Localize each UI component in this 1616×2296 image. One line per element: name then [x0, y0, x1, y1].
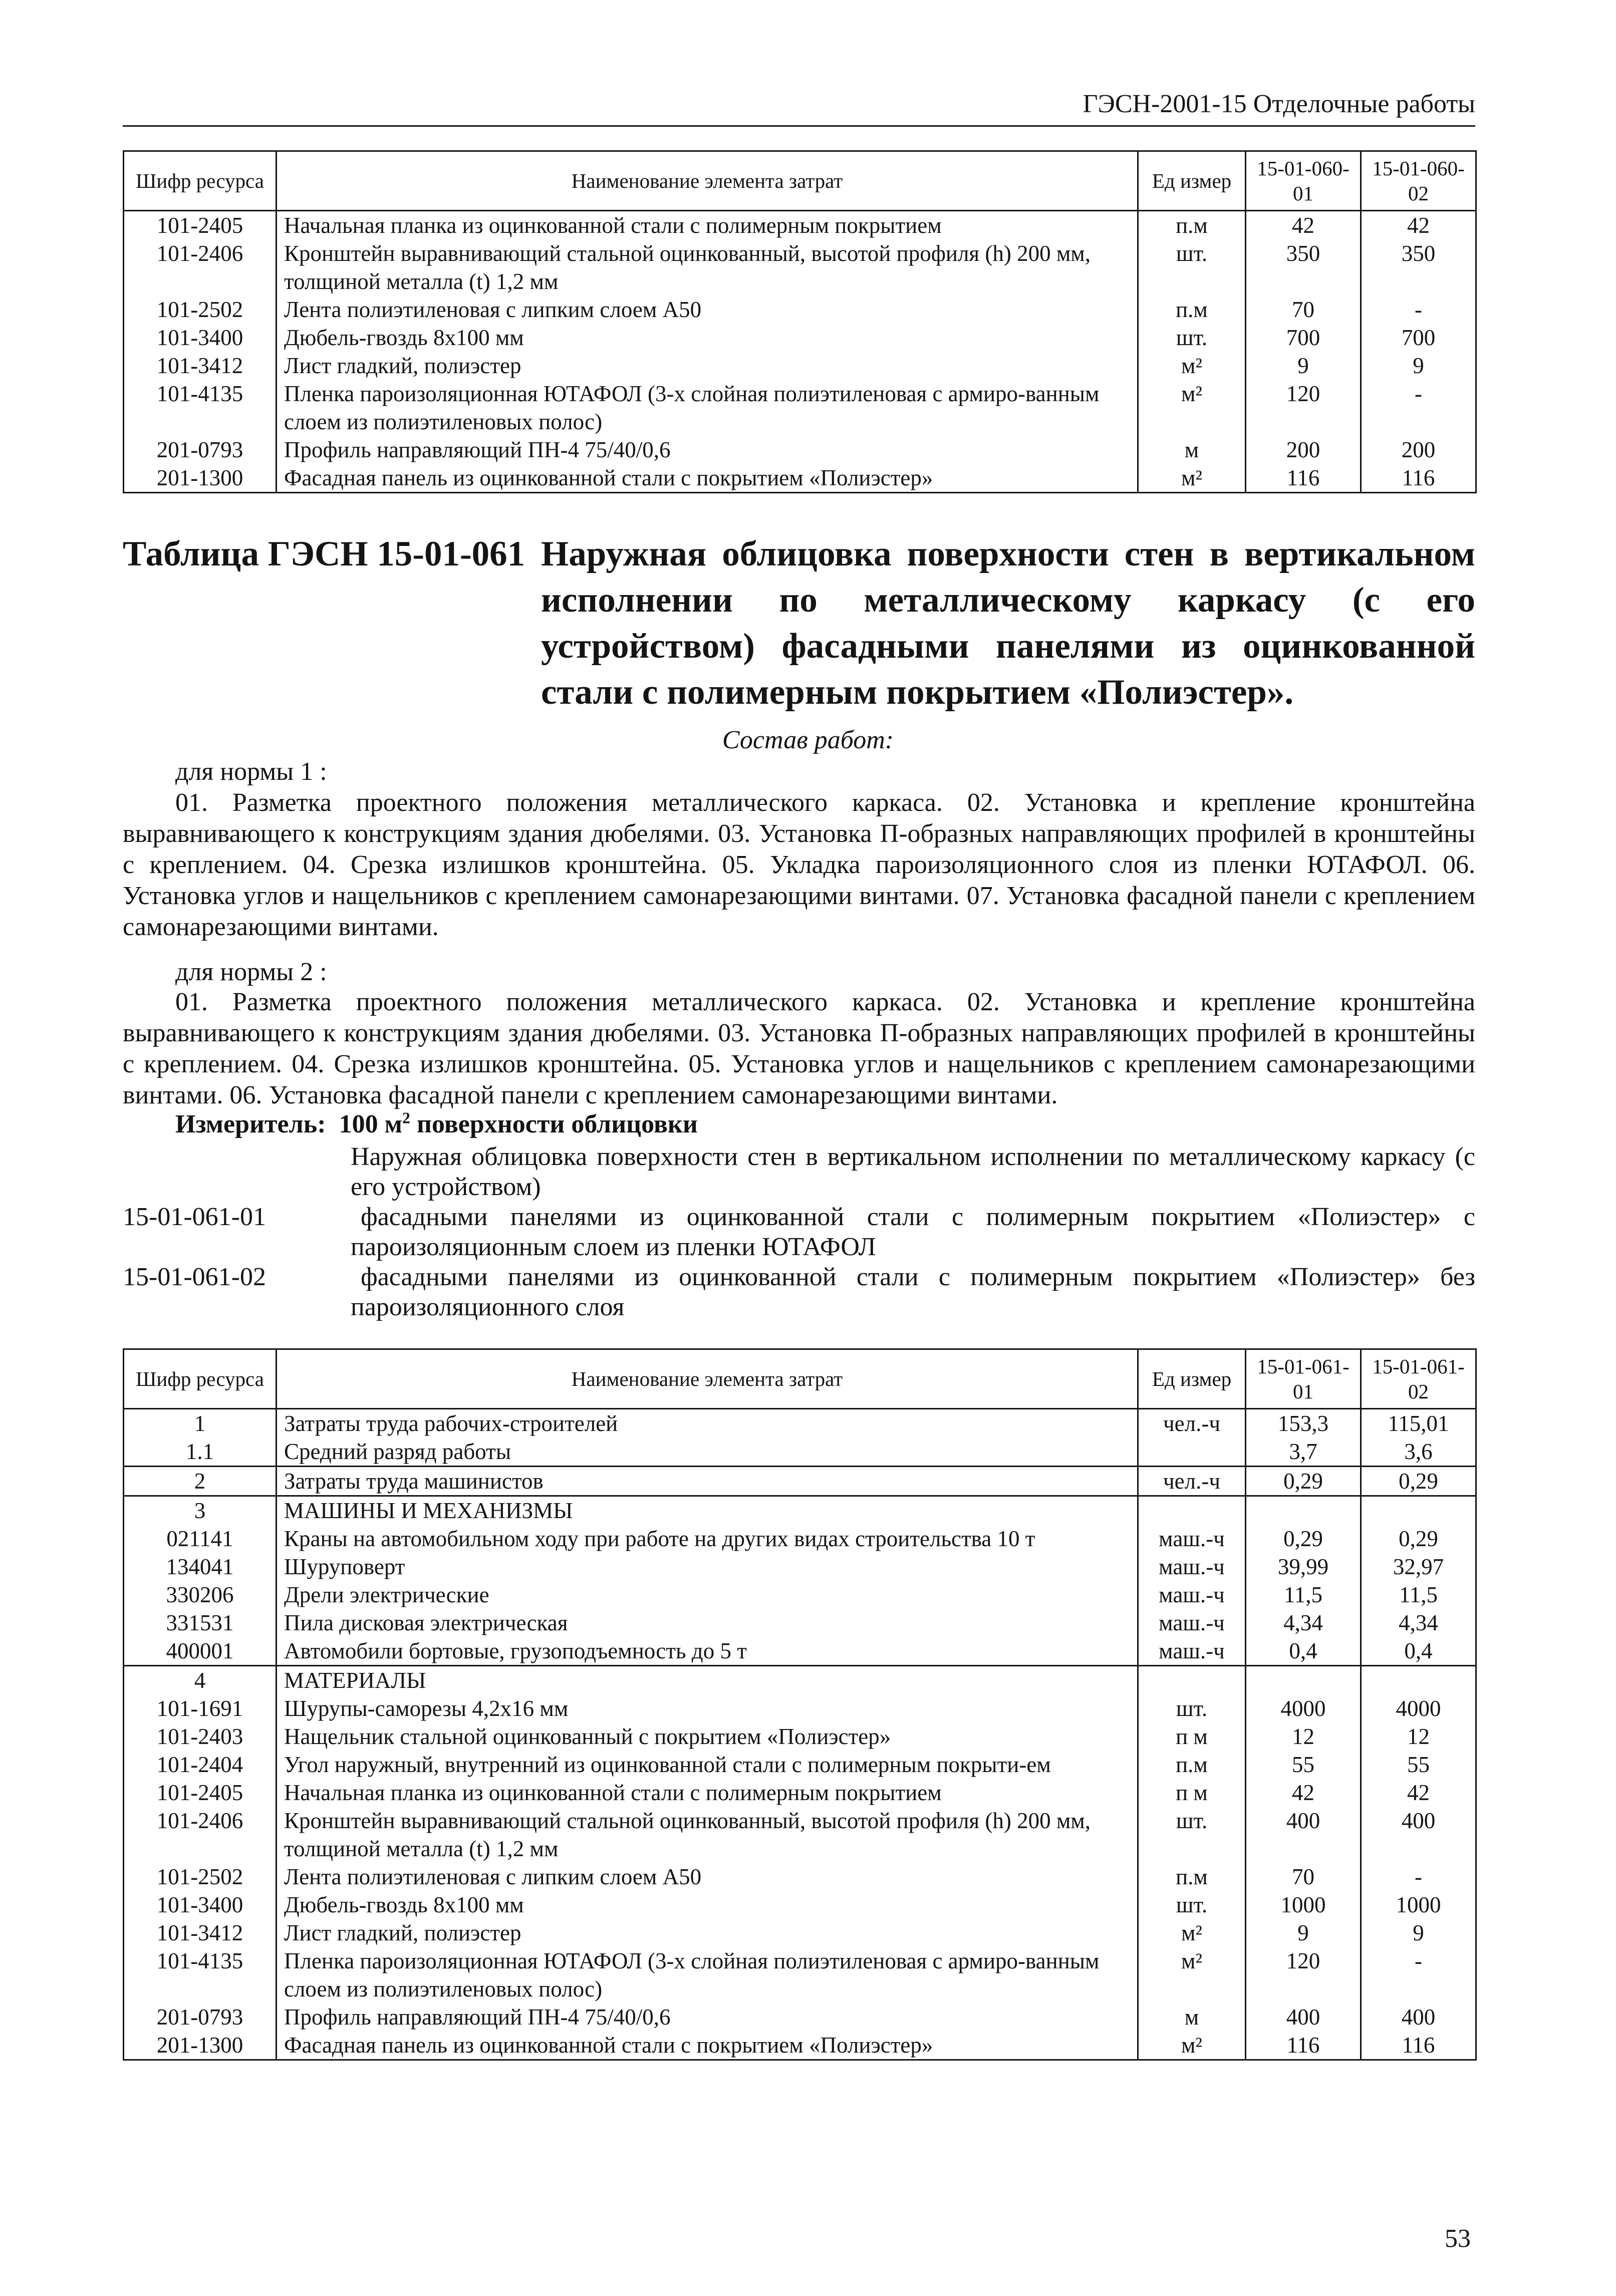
header-norm-2: 15-01-061-02 — [1361, 1349, 1476, 1409]
header-norm-1: 15-01-061-01 — [1246, 1349, 1361, 1409]
norm-1-value: 120 — [1246, 380, 1361, 436]
table-row — [124, 1807, 1476, 1863]
resource-name: Угол наружный, внутренний из оцинкованной стали с полимерным покрыти-ем — [277, 1751, 1138, 1779]
resource-unit: п.м — [1138, 296, 1246, 324]
norm-2-value — [1361, 1666, 1476, 1695]
norm-1-value: 42 — [1246, 211, 1361, 240]
resource-unit: п м — [1138, 1779, 1246, 1807]
table-row — [124, 380, 1476, 436]
resource-table-061 — [123, 1348, 1477, 2061]
running-header: ГЭСН-2001-15 Отделочные работы — [1083, 90, 1475, 118]
norm-1-value: 700 — [1246, 324, 1361, 352]
resource-name: Фасадная панель из оцинкованной стали с покрытием «Полиэстер» — [277, 2031, 1138, 2060]
resource-code: 4 — [124, 1666, 277, 1695]
norm-1-value: 11,5 — [1246, 1581, 1361, 1609]
norm-2-value: 700 — [1361, 324, 1476, 352]
norm-1-value: 42 — [1246, 1779, 1361, 1807]
resource-code: 330206 — [124, 1581, 277, 1609]
resource-code: 101-2403 — [124, 1723, 277, 1751]
norm-1-value: 70 — [1246, 1863, 1361, 1891]
resource-code: 101-2405 — [124, 211, 277, 240]
table-row — [124, 1438, 1476, 1467]
norm-2-value: 3,6 — [1361, 1438, 1476, 1467]
norm-2-value: 115,01 — [1361, 1409, 1476, 1438]
table-row — [124, 1891, 1476, 1919]
table-header-row — [124, 151, 1476, 211]
resource-code: 101-2404 — [124, 1751, 277, 1779]
resource-unit — [1138, 1438, 1246, 1467]
table-row — [124, 324, 1476, 352]
norm-2-value: 42 — [1361, 211, 1476, 240]
resource-name: Кронштейн выравнивающий стальной оцинкованный, высотой профиля (h) 200 мм, толщиной металла (t) 1,2 мм — [277, 1807, 1138, 1863]
norm-2-value: 116 — [1361, 2031, 1476, 2060]
resource-code: 3 — [124, 1496, 277, 1525]
norm-1-text: 01. Разметка проектного положения металлического каркаса. 02. Установка и крепление кронштейна выравнивающего к конструкциям здания дюбелями. 03. Установка П-образных направляющих профилей в кронштейны с креплением. 04. Срезка излишков кронштейна. 05. Укладка пароизоляционного слоя из пленки ЮТАФОЛ. 06. Установка углов и нащельников с креплением самонарезающими винтами. 07. Установка фасадной панели с креплением самонарезающими винтами. — [123, 788, 1475, 941]
norm-2-value: 9 — [1361, 352, 1476, 380]
table-row — [124, 1467, 1476, 1496]
table-row — [124, 1609, 1476, 1637]
norm-1-value: 12 — [1246, 1723, 1361, 1751]
meter-sup: 2 — [402, 1108, 411, 1127]
resource-code: 021141 — [124, 1525, 277, 1553]
resource-name: Дрели электрические — [277, 1581, 1138, 1609]
resource-code: 201-0793 — [124, 2003, 277, 2031]
resource-name: Лента полиэтиленовая с липким слоем А50 — [277, 1863, 1138, 1891]
resource-unit: м² — [1138, 1947, 1246, 2003]
resource-code: 101-3400 — [124, 1891, 277, 1919]
table-row — [124, 1496, 1476, 1525]
header-unit: Ед измер — [1138, 1349, 1246, 1409]
header-name: Наименование элемента затрат — [277, 151, 1138, 211]
resource-code: 101-3412 — [124, 352, 277, 380]
norm-2-value: 400 — [1361, 1807, 1476, 1863]
norm-1-value: 400 — [1246, 2003, 1361, 2031]
norm-1-label: для нормы 1 : — [175, 757, 327, 786]
resource-unit: шт. — [1138, 239, 1246, 296]
resource-code: 2 — [124, 1467, 277, 1496]
resource-name: Дюбель-гвоздь 8х100 мм — [277, 1891, 1138, 1919]
resource-name: Затраты труда машинистов — [277, 1467, 1138, 1496]
norm-2-value: - — [1361, 1947, 1476, 2003]
resource-name: Начальная планка из оцинкованной стали с полимерным покрытием — [277, 1779, 1138, 1807]
resource-unit: м — [1138, 2003, 1246, 2031]
norm-1-value: 350 — [1246, 239, 1361, 296]
composition-heading: Состав работ: — [722, 726, 894, 754]
resource-name: Пленка пароизоляционная ЮТАФОЛ (3-х слойная полиэтиленовая с армиро-ванным слоем из полиэтиленовых полос) — [277, 1947, 1138, 2003]
norm-1-value: 400 — [1246, 1807, 1361, 1863]
norm-code-2: 15-01-061-02 — [123, 1263, 266, 1291]
norm-1-value: 9 — [1246, 1919, 1361, 1947]
resource-code: 1.1 — [124, 1438, 277, 1467]
resource-unit — [1138, 1496, 1246, 1525]
norm-2-value: 4,34 — [1361, 1609, 1476, 1637]
resource-unit: п.м — [1138, 211, 1246, 240]
resource-name: Затраты труда рабочих-строителей — [277, 1409, 1138, 1438]
norm-2-value: - — [1361, 1863, 1476, 1891]
table-row — [124, 1694, 1476, 1723]
norm-2-text: 01. Разметка проектного положения металлического каркаса. 02. Установка и крепление кронштейна выравнивающего к конструкциям здания дюбелями. 03. Установка П-образных направляющих профилей в кронштейны с креплением. 04. Срезка излишков кронштейна. 05. Установка углов и нащельников с креплением самонарезающими винтами. 06. Установка фасадной панели с креплением самонарезающими винтами. — [123, 988, 1475, 1109]
table-title-text: Наружная облицовка поверхности стен в вертикальном исполнении по металлическому каркасу (с его устройством) фасадными панелями из оцинкованной стали с полимерным покрытием «Полиэстер». — [541, 534, 1475, 712]
table-row — [124, 1779, 1476, 1807]
resource-name: МАШИНЫ И МЕХАНИЗМЫ — [277, 1496, 1138, 1525]
norm-2-value: - — [1361, 380, 1476, 436]
norm-2-value: - — [1361, 296, 1476, 324]
resource-name: Фасадная панель из оцинкованной стали с покрытием «Полиэстер» — [277, 464, 1138, 493]
norm-1-value: 4,34 — [1246, 1609, 1361, 1637]
resource-code: 101-2502 — [124, 1863, 277, 1891]
resource-code: 101-2406 — [124, 239, 277, 296]
resource-name: Краны на автомобильном ходу при работе на других видах строительства 10 т — [277, 1525, 1138, 1553]
resource-unit: шт. — [1138, 324, 1246, 352]
resource-table-060 — [123, 150, 1477, 493]
norm-2-value: 12 — [1361, 1723, 1476, 1751]
table-row — [124, 1919, 1476, 1947]
norm-desc-1: фасадными панелями из оцинкованной стали с полимерным покрытием «Полиэстер» с пароизоляционным слоем из пленки ЮТАФОЛ — [351, 1203, 1475, 1261]
resource-unit: шт. — [1138, 1807, 1246, 1863]
norm-1-value: 4000 — [1246, 1694, 1361, 1723]
norm-1-value: 39,99 — [1246, 1553, 1361, 1581]
norm-1-value: 0,29 — [1246, 1467, 1361, 1496]
resource-code: 101-4135 — [124, 380, 277, 436]
resource-code: 201-0793 — [124, 436, 277, 464]
resource-name: Шуруповерт — [277, 1553, 1138, 1581]
header-norm-1: 15-01-060-01 — [1246, 151, 1361, 211]
table-row — [124, 1637, 1476, 1666]
resource-unit: п.м — [1138, 1863, 1246, 1891]
resource-name: Лист гладкий, полиэстер — [277, 352, 1138, 380]
resource-code: 201-1300 — [124, 464, 277, 493]
resource-unit: шт. — [1138, 1694, 1246, 1723]
norm-1-value: 0,4 — [1246, 1637, 1361, 1666]
resource-name: Профиль направляющий ПН-4 75/40/0,6 — [277, 2003, 1138, 2031]
resource-code: 101-2502 — [124, 296, 277, 324]
header-unit: Ед измер — [1138, 151, 1246, 211]
table-row — [124, 1666, 1476, 1695]
resource-unit: п м — [1138, 1723, 1246, 1751]
norm-1-value: 153,3 — [1246, 1409, 1361, 1438]
resource-unit: шт. — [1138, 1891, 1246, 1919]
norm-2-value: 200 — [1361, 436, 1476, 464]
page-number: 53 — [1445, 2224, 1471, 2253]
norm-1-value: 3,7 — [1246, 1438, 1361, 1467]
norm-1-value: 55 — [1246, 1751, 1361, 1779]
table-header-row — [124, 1349, 1476, 1409]
resource-name: Начальная планка из оцинкованной стали с полимерным покрытием — [277, 211, 1138, 240]
table-title-label: Таблица ГЭСН 15-01-061 — [123, 534, 525, 573]
table-row — [124, 436, 1476, 464]
header-code: Шифр ресурса — [124, 151, 277, 211]
table-row — [124, 211, 1476, 240]
norm-1-value: 9 — [1246, 352, 1361, 380]
resource-code: 101-1691 — [124, 1694, 277, 1723]
table-row — [124, 1947, 1476, 2003]
resource-unit: м — [1138, 436, 1246, 464]
resource-name: Лента полиэтиленовая с липким слоем А50 — [277, 296, 1138, 324]
resource-unit: м² — [1138, 1919, 1246, 1947]
resource-unit — [1138, 1666, 1246, 1695]
table-row — [124, 352, 1476, 380]
meter-rest: поверхности облицовки — [417, 1110, 698, 1138]
resource-code: 101-3400 — [124, 324, 277, 352]
resource-code: 201-1300 — [124, 2031, 277, 2060]
resource-unit: м² — [1138, 352, 1246, 380]
norm-2-value: 42 — [1361, 1779, 1476, 1807]
resource-code: 101-2406 — [124, 1807, 277, 1863]
table-row — [124, 1581, 1476, 1609]
table-row — [124, 1863, 1476, 1891]
table-body — [124, 211, 1476, 493]
resource-name: Нащельник стальной оцинкованный с покрытием «Полиэстер» — [277, 1723, 1138, 1751]
resource-name: Кронштейн выравнивающий стальной оцинкованный, высотой профиля (h) 200 мм, толщиной металла (t) 1,2 мм — [277, 239, 1138, 296]
resource-name: Шурупы-саморезы 4,2х16 мм — [277, 1694, 1138, 1723]
norm-2-value: 1000 — [1361, 1891, 1476, 1919]
resource-unit: маш.-ч — [1138, 1525, 1246, 1553]
table-row — [124, 2003, 1476, 2031]
norm-desc-2: фасадными панелями из оцинкованной стали с полимерным покрытием «Полиэстер» без пароизоляционного слоя — [351, 1263, 1475, 1321]
meter-value: 100 м — [339, 1110, 403, 1138]
resource-name: Дюбель-гвоздь 8х100 мм — [277, 324, 1138, 352]
resource-name: МАТЕРИАЛЫ — [277, 1666, 1138, 1695]
resource-unit: маш.-ч — [1138, 1581, 1246, 1609]
resource-unit: маш.-ч — [1138, 1637, 1246, 1666]
description-general: Наружная облицовка поверхности стен в вертикальном исполнении по металлическому каркасу (с его устройством) — [351, 1142, 1475, 1201]
header-rule — [123, 125, 1475, 127]
resource-code: 134041 — [124, 1553, 277, 1581]
table-row — [124, 1723, 1476, 1751]
norm-2-value: 116 — [1361, 464, 1476, 493]
resource-unit: маш.-ч — [1138, 1553, 1246, 1581]
resource-code: 331531 — [124, 1609, 277, 1637]
norm-2-value: 9 — [1361, 1919, 1476, 1947]
norm-2-value: 4000 — [1361, 1694, 1476, 1723]
norm-1-value — [1246, 1666, 1361, 1695]
table-body — [124, 1409, 1476, 2060]
resource-name: Лист гладкий, полиэстер — [277, 1919, 1138, 1947]
resource-unit: м² — [1138, 380, 1246, 436]
table-row — [124, 1751, 1476, 1779]
resource-name: Автомобили бортовые, грузоподъемность до 5 т — [277, 1637, 1138, 1666]
norm-1-value: 200 — [1246, 436, 1361, 464]
norm-1-value: 70 — [1246, 296, 1361, 324]
norm-1-value: 116 — [1246, 464, 1361, 493]
norm-code-1: 15-01-061-01 — [123, 1203, 266, 1231]
norm-2-value — [1361, 1496, 1476, 1525]
resource-unit: п.м — [1138, 1751, 1246, 1779]
norm-2-value: 0,4 — [1361, 1637, 1476, 1666]
resource-unit: чел.-ч — [1138, 1467, 1246, 1496]
table-row — [124, 1409, 1476, 1438]
table-row — [124, 239, 1476, 296]
header-code: Шифр ресурса — [124, 1349, 277, 1409]
norm-1-value: 0,29 — [1246, 1525, 1361, 1553]
norm-1-value: 120 — [1246, 1947, 1361, 2003]
resource-code: 101-3412 — [124, 1919, 277, 1947]
resource-unit: м² — [1138, 464, 1246, 493]
meter-label: Измеритель: — [175, 1110, 326, 1138]
resource-code: 400001 — [124, 1637, 277, 1666]
norm-2-value: 0,29 — [1361, 1467, 1476, 1496]
resource-unit: маш.-ч — [1138, 1609, 1246, 1637]
resource-name: Средний разряд работы — [277, 1438, 1138, 1467]
header-name: Наименование элемента затрат — [277, 1349, 1138, 1409]
norm-2-value: 400 — [1361, 2003, 1476, 2031]
norm-2-value: 11,5 — [1361, 1581, 1476, 1609]
resource-name: Пила дисковая электрическая — [277, 1609, 1138, 1637]
resource-code: 1 — [124, 1409, 277, 1438]
table-row — [124, 464, 1476, 493]
norm-2-value: 32,97 — [1361, 1553, 1476, 1581]
resource-name: Профиль направляющий ПН-4 75/40/0,6 — [277, 436, 1138, 464]
table-row — [124, 1553, 1476, 1581]
resource-code: 101-2405 — [124, 1779, 277, 1807]
norm-2-label: для нормы 2 : — [175, 958, 327, 986]
norm-1-value: 116 — [1246, 2031, 1361, 2060]
header-norm-2: 15-01-060-02 — [1361, 151, 1476, 211]
norm-1-value — [1246, 1496, 1361, 1525]
resource-unit: м² — [1138, 2031, 1246, 2060]
table-row — [124, 296, 1476, 324]
meter-line — [175, 1109, 698, 1139]
resource-unit: чел.-ч — [1138, 1409, 1246, 1438]
resource-code: 101-4135 — [124, 1947, 277, 2003]
norm-2-value: 0,29 — [1361, 1525, 1476, 1553]
norm-2-value: 55 — [1361, 1751, 1476, 1779]
table-row — [124, 2031, 1476, 2060]
table-row — [124, 1525, 1476, 1553]
norm-1-value: 1000 — [1246, 1891, 1361, 1919]
norm-2-value: 350 — [1361, 239, 1476, 296]
resource-name: Пленка пароизоляционная ЮТАФОЛ (3-х слойная полиэтиленовая с армиро-ванным слоем из полиэтиленовых полос) — [277, 380, 1138, 436]
